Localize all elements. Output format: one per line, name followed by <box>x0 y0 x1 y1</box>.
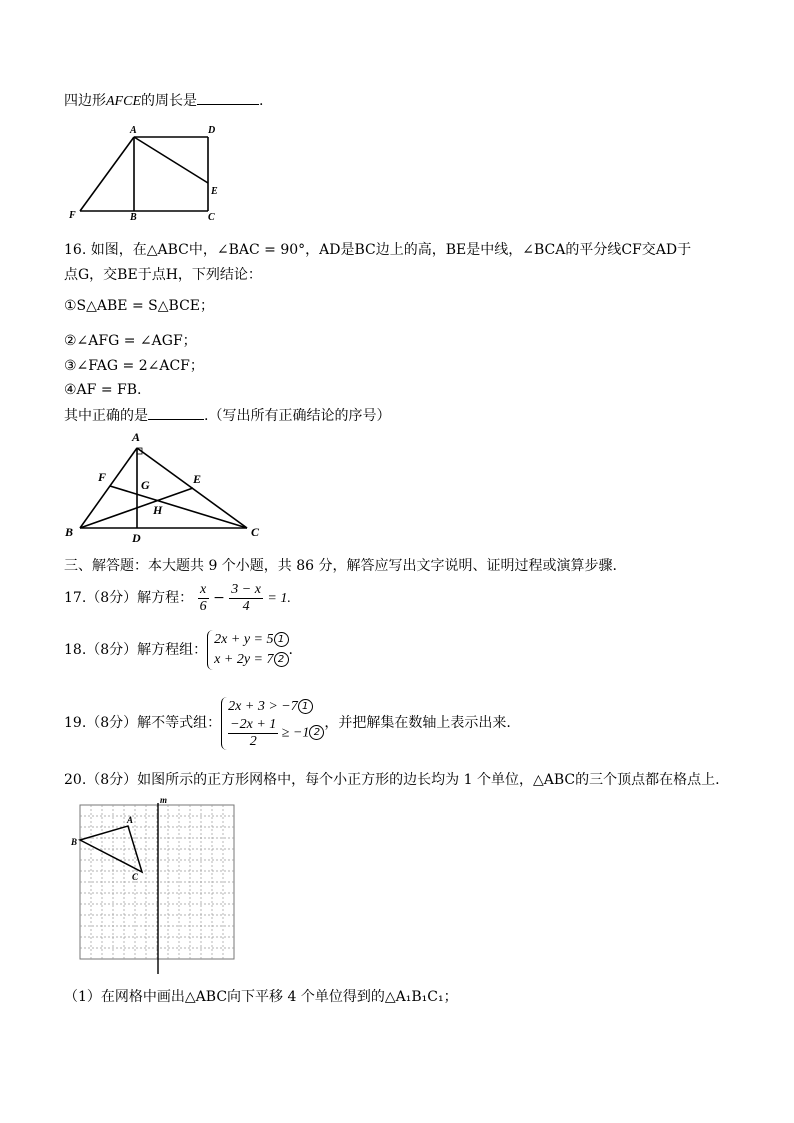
q15-end: . <box>259 93 264 109</box>
q19-prefix: 19.（8分）解不等式组： <box>64 715 222 731</box>
fig16-label-F: F <box>98 470 107 484</box>
fig16-label-H: H <box>153 503 163 517</box>
q15-text: 四边形 <box>64 93 106 109</box>
fig15-label-D: D <box>208 125 216 136</box>
q19-ineq1: 2x + 3 > −7 1 <box>228 697 324 717</box>
fig16-label-B: B <box>65 525 74 539</box>
fig16-label-G: G <box>141 478 150 492</box>
q17-minus: − <box>213 590 225 606</box>
fig15-label-B: B <box>130 212 137 223</box>
q16-line2: 点G，交BE于点H，下列结论： <box>64 267 262 283</box>
fig16-label-D: D <box>132 531 141 545</box>
q16-ask-end: .（写出所有正确结论的序号） <box>204 408 391 424</box>
q19-ineq2: $\frac{-2x + 1}{2}$ ≥ −1 2 <box>228 717 324 750</box>
fig15-label-F: F <box>69 210 76 221</box>
q15-text2: 的周长是 <box>141 93 197 109</box>
q20-statement: 20.（8分）如图所示的正方形网格中，每个小正方形的边长均为 1 个单位，△ABC的三个顶点都在格点上. <box>64 772 720 788</box>
q17-fraction-2: $\frac{3 - x}{4}$ <box>231 581 261 614</box>
q15-perimeter-line <box>64 91 263 111</box>
fig15-label-E: E <box>211 186 218 197</box>
q20-part-1: （1）在网格中画出△ABC向下平移 4 个单位得到的△A₁B₁C₁； <box>64 989 458 1005</box>
figure-20-grid <box>60 793 250 978</box>
q18-eq1: 2x + y = 5 1 <box>214 630 288 650</box>
fig16-label-E: E <box>193 472 202 486</box>
grid-lines <box>80 805 234 959</box>
q19-system <box>221 697 324 750</box>
q19-suffix: ，并把解集在数轴上表示出来. <box>324 715 511 731</box>
fig15-label-C: C <box>208 212 215 223</box>
fig20-label-A: A <box>127 815 134 825</box>
q18-eq2: x + 2y = 7 2 <box>214 650 288 670</box>
q16-ask: 其中正确的是 <box>64 408 148 424</box>
section-3-heading: 三、解答题：本大题共 9 个小题，共 86 分，解答应写出文字说明、证明过程或演算步骤. <box>64 558 617 574</box>
q16-conclusion-3: ③∠FAG = 2∠ACF； <box>64 358 204 374</box>
fig20-label-C: C <box>132 872 139 882</box>
fig16-label-C: C <box>251 525 260 539</box>
q15-answer-blank[interactable] <box>197 91 259 105</box>
q19 <box>64 690 511 756</box>
figure-16-triangle <box>60 428 270 546</box>
q16-conclusion-1: ①S△ABE = S△BCE； <box>64 298 214 314</box>
q17-prefix: 17.（8分）解方程： <box>64 590 194 606</box>
q16-conclusion-4: ④AF = FB. <box>64 382 142 398</box>
figure-15-quadrilateral <box>60 120 230 225</box>
q17-rhs: = 1. <box>267 591 291 606</box>
q17-fraction-1: $\frac{x}{6}$ <box>199 581 207 614</box>
q15-var: AFCE <box>106 94 141 109</box>
q18-system <box>207 630 288 670</box>
q18 <box>64 626 293 674</box>
q16-question <box>64 406 390 425</box>
q18-prefix: 18.（8分）解方程组： <box>64 642 208 658</box>
q16-conclusion-2: ②∠AFG = ∠AGF； <box>64 333 197 349</box>
fig20-label-B: B <box>71 837 78 847</box>
fig16-label-A: A <box>132 430 141 444</box>
q16-answer-blank[interactable] <box>148 406 204 420</box>
q18-end: . <box>288 642 293 658</box>
fig15-label-A: A <box>130 125 137 136</box>
fig20-label-m: m <box>160 795 168 805</box>
q16-line1: 16. 如图，在△ABC中，∠BAC = 90°，AD是BC边上的高，BE是中线，∠BCA的平分线CF交AD于 <box>64 242 692 258</box>
q17 <box>64 581 291 616</box>
